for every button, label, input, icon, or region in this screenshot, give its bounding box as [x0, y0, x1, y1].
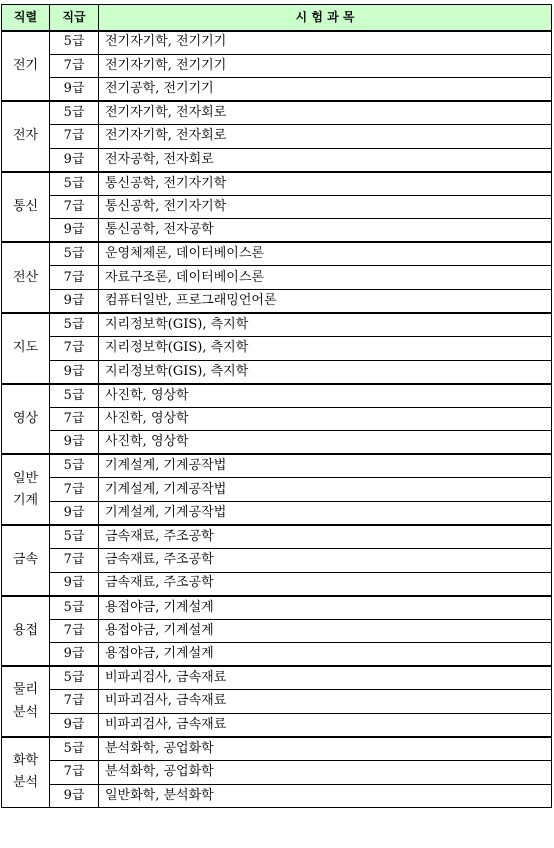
table-row [2, 713, 552, 737]
subjects-cell: 자료구조론, 데이터베이스론 [99, 266, 552, 290]
category-cell [2, 172, 50, 243]
table-row [2, 313, 552, 337]
grade-cell: 5급 [50, 31, 99, 55]
grade-cell: 7급 [50, 125, 99, 149]
exam-subjects-table [1, 4, 552, 808]
header-row [2, 5, 552, 31]
table-row [2, 619, 552, 643]
grade-cell: 9급 [50, 784, 99, 808]
subjects-cell: 분석화학, 공업화학 [99, 760, 552, 784]
category-cell [2, 101, 50, 172]
grade-cell: 7급 [50, 266, 99, 290]
grade-cell: 7급 [50, 690, 99, 714]
subjects-cell: 사진학, 영상학 [99, 407, 552, 431]
category-cell [2, 454, 50, 525]
table-row [2, 760, 552, 784]
grade-cell: 5급 [50, 525, 99, 549]
subjects-cell: 전기자기학, 전기기기 [99, 54, 552, 78]
subjects-cell: 기계설계, 기계공작법 [99, 501, 552, 525]
table-row [2, 666, 552, 690]
subjects-cell: 기계설계, 기계공작법 [99, 454, 552, 478]
subjects-cell: 전기자기학, 전기기기 [99, 31, 552, 55]
table-row [2, 737, 552, 761]
table-row [2, 54, 552, 78]
subjects-cell: 분석화학, 공업화학 [99, 737, 552, 761]
category-header: 직렬 [2, 5, 50, 31]
category-label: 통신 [12, 199, 39, 215]
grade-cell: 9급 [50, 148, 99, 172]
table-row [2, 195, 552, 219]
table-row [2, 384, 552, 408]
table-row [2, 407, 552, 431]
subjects-cell: 전기자기학, 전자회로 [99, 125, 552, 149]
subjects-cell: 사진학, 영상학 [99, 384, 552, 408]
grade-cell: 9급 [50, 431, 99, 455]
category-label: 금속 [12, 552, 39, 568]
category-label: 전산 [12, 269, 39, 285]
subjects-cell: 전기자기학, 전자회로 [99, 101, 552, 125]
category-cell [2, 737, 50, 808]
grade-cell: 7급 [50, 478, 99, 502]
subjects-cell: 비파괴검사, 금속재료 [99, 713, 552, 737]
subjects-cell: 일반화학, 분석화학 [99, 784, 552, 808]
grade-cell: 5급 [50, 454, 99, 478]
table-row [2, 501, 552, 525]
table-row [2, 572, 552, 596]
category-label: 지도 [12, 340, 39, 356]
grade-cell: 5급 [50, 737, 99, 761]
subjects-cell: 용접야금, 기계설계 [99, 643, 552, 667]
category-label: 영상 [12, 410, 39, 426]
grade-cell: 5급 [50, 242, 99, 266]
grade-cell: 7급 [50, 549, 99, 573]
table-row [2, 784, 552, 808]
category-label: 전자 [12, 128, 39, 144]
grade-cell: 5급 [50, 101, 99, 125]
grade-header: 직급 [50, 5, 99, 31]
category-cell [2, 242, 50, 313]
grade-cell: 9급 [50, 713, 99, 737]
subjects-cell: 기계설계, 기계공작법 [99, 478, 552, 502]
table-row [2, 266, 552, 290]
subjects-cell: 통신공학, 전기자기학 [99, 172, 552, 196]
table-row [2, 643, 552, 667]
category-label: 분석 [12, 704, 39, 720]
subjects-cell: 전자공학, 전자회로 [99, 148, 552, 172]
subjects-cell: 비파괴검사, 금속재료 [99, 690, 552, 714]
subjects-cell: 통신공학, 전자공학 [99, 219, 552, 243]
subjects-cell: 사진학, 영상학 [99, 431, 552, 455]
grade-cell: 7급 [50, 760, 99, 784]
table-row [2, 219, 552, 243]
category-cell [2, 313, 50, 384]
subjects-cell: 비파괴검사, 금속재료 [99, 666, 552, 690]
grade-cell: 9급 [50, 290, 99, 314]
grade-cell: 9급 [50, 572, 99, 596]
category-label: 용접 [12, 622, 39, 638]
table-row [2, 360, 552, 384]
category-cell [2, 384, 50, 455]
grade-cell: 7급 [50, 337, 99, 361]
grade-cell: 5급 [50, 172, 99, 196]
subjects-cell: 통신공학, 전기자기학 [99, 195, 552, 219]
table-row [2, 690, 552, 714]
category-cell [2, 31, 50, 102]
category-label: 물리 [12, 682, 39, 698]
table-row [2, 431, 552, 455]
grade-cell: 5급 [50, 666, 99, 690]
grade-cell: 5급 [50, 596, 99, 620]
category-label: 화학 [12, 753, 39, 769]
subjects-cell: 컴퓨터일반, 프로그래밍언어론 [99, 290, 552, 314]
table-row [2, 549, 552, 573]
table-row [2, 337, 552, 361]
table-row [2, 101, 552, 125]
table-row [2, 596, 552, 620]
table-row [2, 478, 552, 502]
grade-cell: 7급 [50, 619, 99, 643]
subjects-cell: 지리정보학(GIS), 측지학 [99, 360, 552, 384]
category-label: 분석 [12, 775, 39, 791]
subjects-cell: 금속재료, 주조공학 [99, 549, 552, 573]
table-row [2, 31, 552, 55]
table-row [2, 78, 552, 102]
subjects-header: 시 험 과 목 [99, 5, 552, 31]
grade-cell: 5급 [50, 313, 99, 337]
grade-cell: 7급 [50, 54, 99, 78]
table-row [2, 525, 552, 549]
grade-cell: 7급 [50, 407, 99, 431]
table-row [2, 125, 552, 149]
subjects-cell: 운영체제론, 데이터베이스론 [99, 242, 552, 266]
table-body [2, 31, 552, 808]
table-row [2, 172, 552, 196]
subjects-cell: 지리정보학(GIS), 측지학 [99, 313, 552, 337]
table-row [2, 242, 552, 266]
grade-cell: 9급 [50, 643, 99, 667]
category-label: 기계 [12, 492, 39, 508]
category-cell [2, 525, 50, 596]
subjects-cell: 용접야금, 기계설계 [99, 619, 552, 643]
category-label: 전기 [12, 57, 39, 73]
grade-cell: 9급 [50, 219, 99, 243]
subjects-cell: 전기공학, 전기기기 [99, 78, 552, 102]
subjects-cell: 용접야금, 기계설계 [99, 596, 552, 620]
category-cell [2, 596, 50, 667]
category-cell [2, 666, 50, 737]
subjects-cell: 지리정보학(GIS), 측지학 [99, 337, 552, 361]
grade-cell: 9급 [50, 360, 99, 384]
table-row [2, 148, 552, 172]
subjects-cell: 금속재료, 주조공학 [99, 572, 552, 596]
grade-cell: 5급 [50, 384, 99, 408]
table-row [2, 454, 552, 478]
grade-cell: 9급 [50, 78, 99, 102]
subjects-cell: 금속재료, 주조공학 [99, 525, 552, 549]
table-row [2, 290, 552, 314]
grade-cell: 9급 [50, 501, 99, 525]
category-label: 일반 [12, 470, 39, 486]
grade-cell: 7급 [50, 195, 99, 219]
